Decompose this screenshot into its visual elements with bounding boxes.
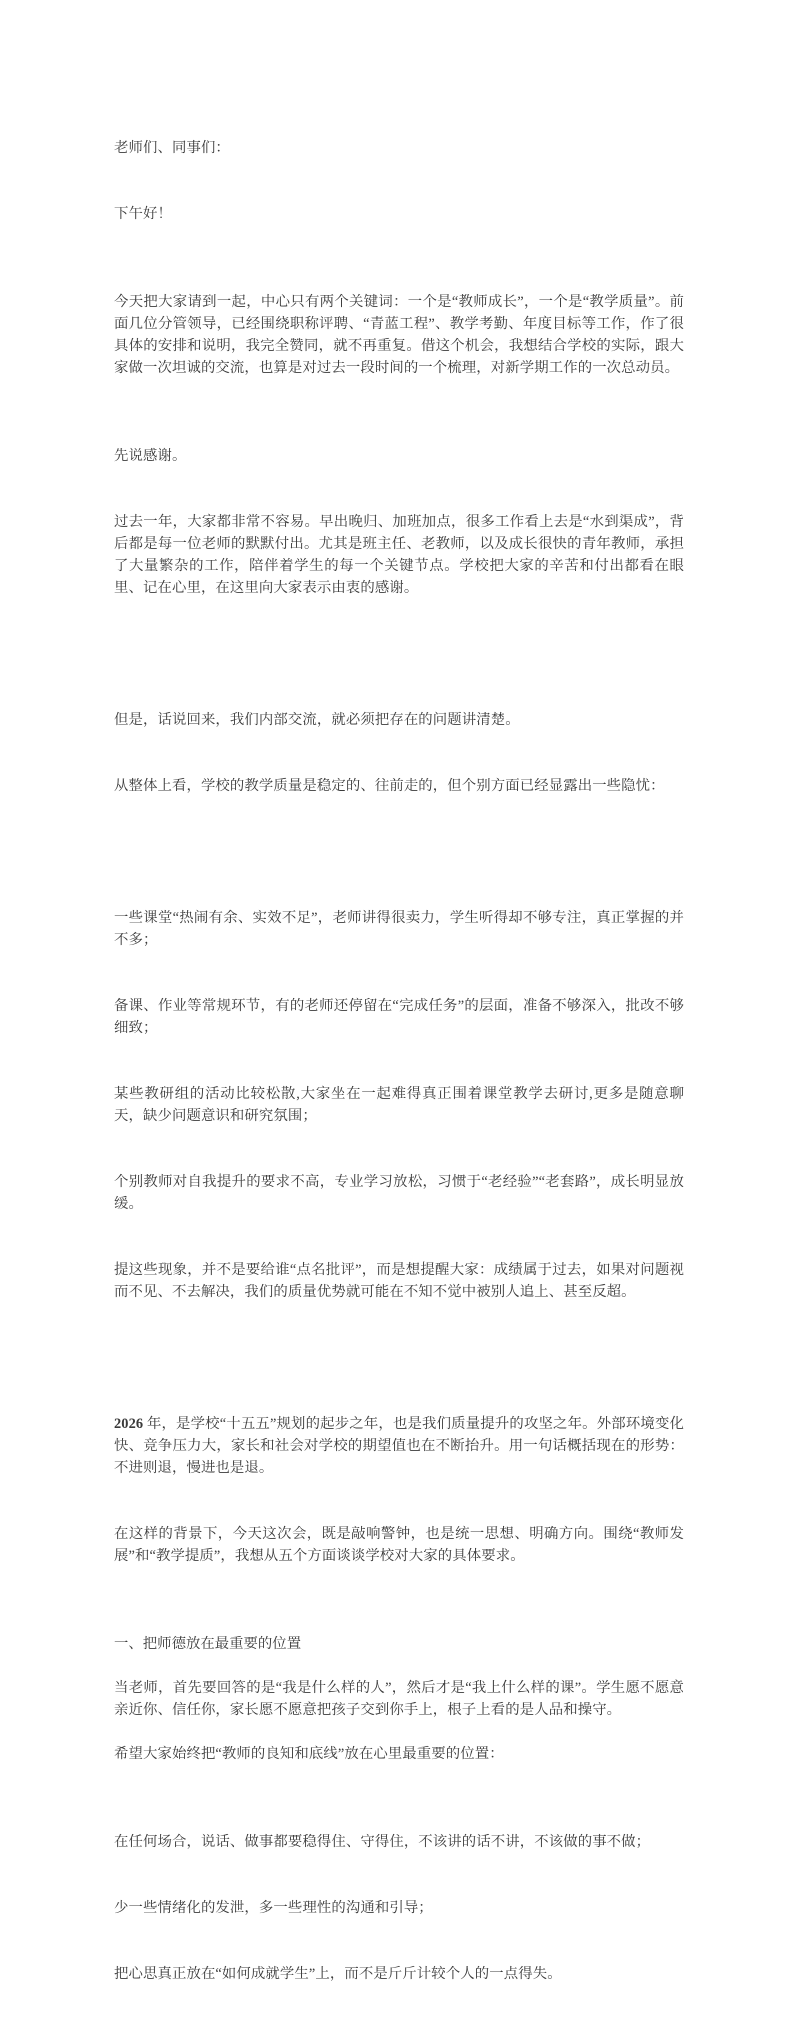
paragraph-thanks (114, 401, 684, 643)
salutation-block (114, 93, 684, 269)
paragraph-problem-list (114, 863, 684, 1347)
document-body (114, 93, 684, 2029)
paragraph-teacher-identity: 当老师，首先要回答的是“我是什么样的人”，然后才是“我上什么样的课”。学生愿不愿意亲近你、信任你，家长愿不愿意把孩子交到你手上，根子上看的是人品和操守。 (114, 1680, 684, 1718)
paragraph-intro: 今天把大家请到一起，中心只有两个关键词：一个是“教师成长”，一个是“教学质量”。前面几位分管领导，已经围绕职称评聘、“青蓝工程”、教学考勤、年度目标等工作，作了很具体的安排和说明，我完全赞同，就不再重复。借这个机会，我想结合学校的实际，跟大家做一次坦诚的交流，也算是对过去一段时间的一个梳理，对新学期工作的一次总动员。 (114, 294, 684, 376)
paragraph-conduct-list (114, 1787, 684, 2029)
year-number: 2026 (114, 1416, 144, 1432)
spacer (114, 841, 684, 863)
spacer (114, 1611, 684, 1633)
spacer (114, 1721, 684, 1743)
spacer (114, 1655, 684, 1677)
paragraph-conscience-intro: 希望大家始终把“教师的良知和底线”放在心里最重要的位置： (114, 1746, 504, 1762)
thanks-body: 过去一年，大家都非常不容易。早出晚归、加班加点，很多工作看上去是“水到渠成”，背后都是每一位老师的默默付出。尤其是班主任、老教师，以及成长很快的青年教师，承担了大量繁杂的工作，陪伴着学生的每一个关键节点。学校把大家的辛苦和付出都看在眼里、记在心里，在这里向大家表示由衷的感谢。 (114, 514, 684, 596)
conduct-item-3: 把心思真正放在“如何成就学生”上，而不是斤斤计较个人的一点得失。 (114, 1966, 562, 1982)
conduct-item-2: 少一些情绪化的发泄，多一些理性的沟通和引导； (114, 1900, 433, 1916)
spacer (114, 269, 684, 291)
problem-item-4: 个别教师对自我提升的要求不高，专业学习放松，习惯于“老经验”“老套路”，成长明显放缓。 (114, 1174, 684, 1212)
spacer (114, 379, 684, 401)
conduct-item-1: 在任何场合，说话、做事都要稳得住、守得住，不该讲的话不讲，不该做的事不做； (114, 1834, 651, 1850)
meeting-purpose-line: 在这样的背景下，今天这次会，既是敲响警钟，也是统一思想、明确方向。围绕“教师发展”和“教学提质”，我想从五个方面谈谈学校对大家的具体要求。 (114, 1526, 684, 1564)
thanks-lead-line: 先说感谢。 (114, 448, 187, 464)
problems-overview-line: 从整体上看，学校的教学质量是稳定的、往前走的，但个别方面已经显露出一些隐忧： (114, 778, 665, 794)
paragraph-problems-intro (114, 665, 684, 841)
section-heading-1: 一、把师德放在最重要的位置 (114, 1636, 302, 1652)
problems-lead-line: 但是，话说回来，我们内部交流，就必须把存在的问题讲清楚。 (114, 712, 520, 728)
year-outlook-line (114, 1413, 684, 1479)
salutation-line-1: 老师们、同事们： (114, 140, 230, 156)
spacer (114, 643, 684, 665)
paragraph-year-outlook (114, 1369, 684, 1611)
spacer (114, 1765, 684, 1787)
problem-item-1: 一些课堂“热闹有余、实效不足”，老师讲得很卖力，学生听得却不够专注，真正掌握的并不多； (114, 910, 684, 948)
problem-item-2: 备课、作业等常规环节，有的老师还停留在“完成任务”的层面，准备不够深入，批改不够细致； (114, 998, 684, 1036)
problem-summary: 提这些现象，并不是要给谁“点名批评”，而是想提醒大家：成绩属于过去，如果对问题视而不见、不去解决，我们的质量优势就可能在不知不觉中被别人追上、甚至反超。 (114, 1262, 684, 1300)
year-outlook-text: 年，是学校“十五五”规划的起步之年，也是我们质量提升的攻坚之年。外部环境变化快、竞争压力大，家长和社会对学校的期望值也在不断抬升。用一句话概括现在的形势：不进则退，慢进也是退。 (114, 1416, 684, 1476)
problem-item-3: 某些教研组的活动比较松散,大家坐在一起难得真正围着课堂教学去研讨,更多是随意聊天，缺少问题意识和研究氛围； (114, 1086, 684, 1124)
spacer (114, 1347, 684, 1369)
salutation-line-2: 下午好！ (114, 206, 172, 222)
